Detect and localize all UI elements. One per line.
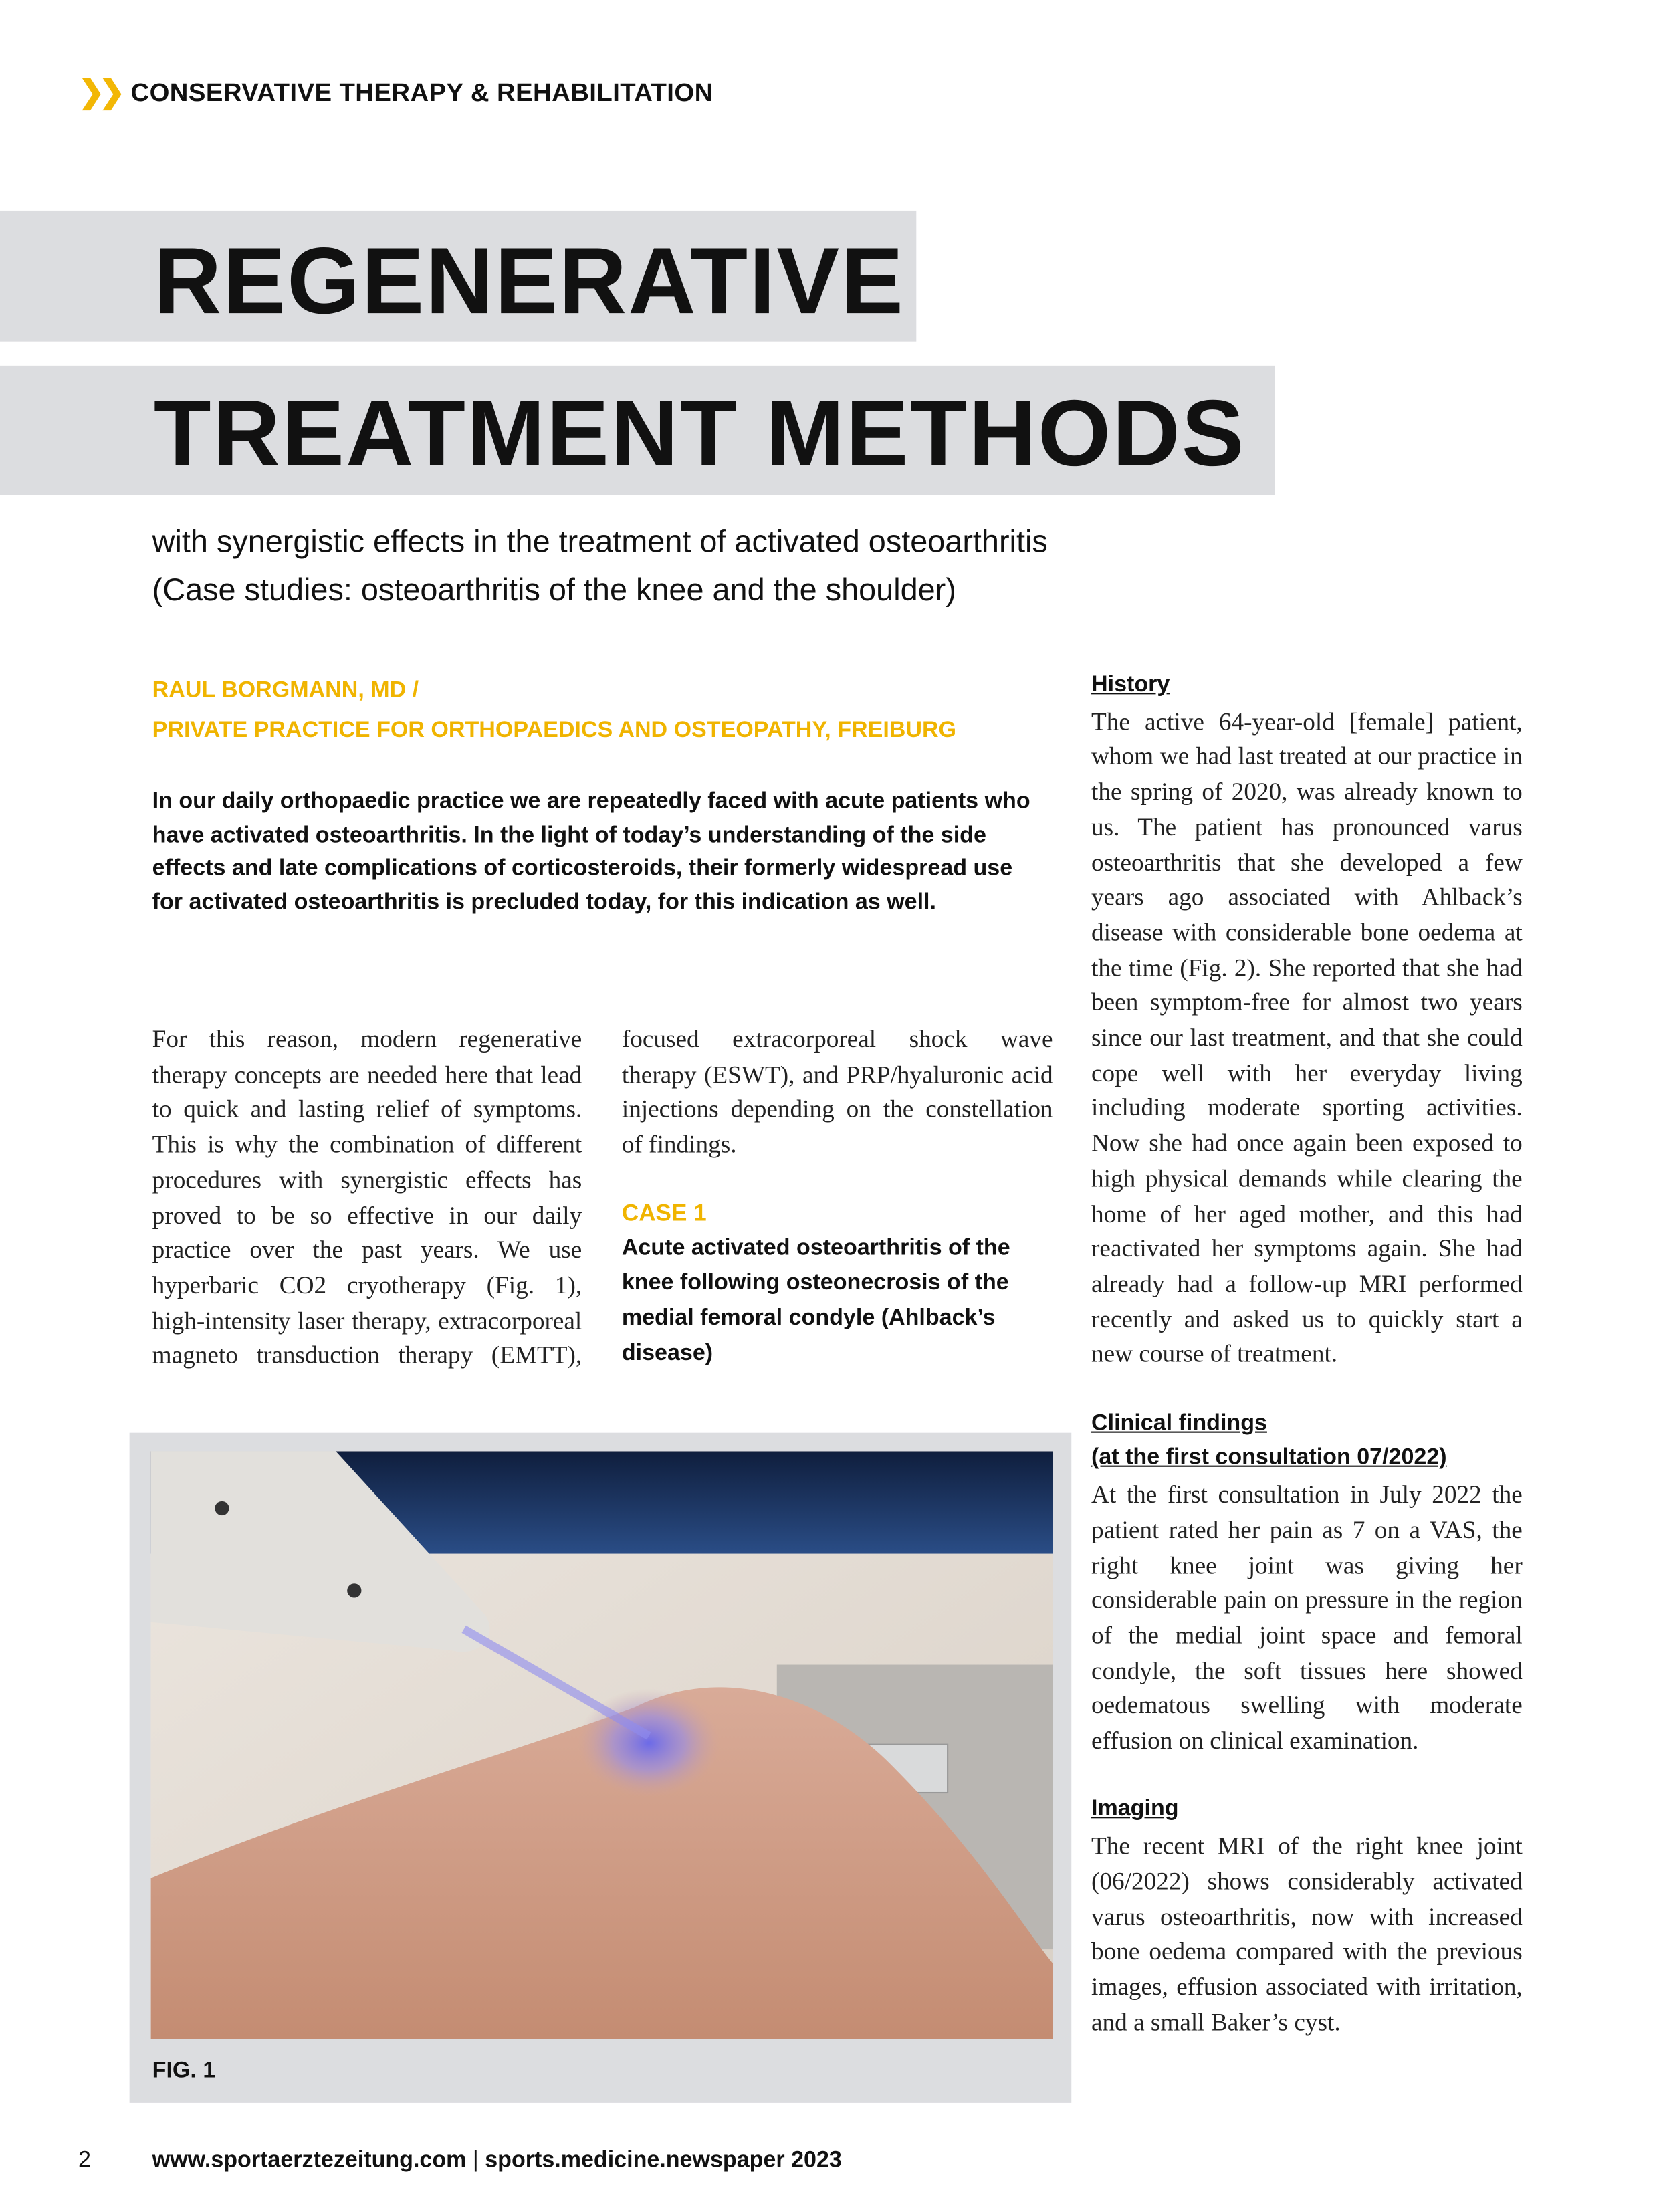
- body-column-1: [152, 1022, 582, 1373]
- case-label: CASE 1: [621, 1200, 707, 1226]
- title-line-1: REGENERATIVE: [153, 227, 905, 333]
- figure-label: FIG. 1: [152, 2058, 216, 2084]
- body-column-2: [622, 1022, 1053, 1372]
- figure-1: [130, 1433, 1072, 2103]
- section-header: [78, 74, 713, 111]
- imaging-text: The recent MRI of the right knee joint (06/2022) shows considerably activated varus osteoarthritis, now with increased bone oedema compared with the previous images, effusion associated with irritation, and a small Baker’s cyst.: [1091, 1831, 1523, 2036]
- author-block: [152, 671, 956, 751]
- author-affiliation: PRIVATE PRACTICE FOR ORTHOPAEDICS AND OSTEOPATHY, FREIBURG: [152, 718, 957, 743]
- history-heading: History: [1091, 673, 1170, 697]
- abstract: In our daily orthopaedic practice we are repeatedly faced with acute patients who have activated osteoarthritis. In the light of today’s understanding of the side effects and late complications of corticosteroids, their formerly widespread use for activated osteoarthritis is precluded today, for this indication as well.: [152, 789, 1030, 915]
- intro-paragraph-continued: [622, 1022, 1053, 1162]
- body-column-3: [1091, 669, 1523, 2039]
- footer-credit: [152, 2148, 842, 2174]
- page-number: 2: [78, 2148, 91, 2173]
- history-text: The active 64-year-old [female] patient, whom we had last treated at our practice in the spring of 2020, was already known to us. The patient has pronounced varus osteoarthritis that she developed a few years ago associated with Ahlback’s disease with considerable bone oedema at the time (Fig. 2). She reported that she had been symptom-free for almost two years since our last treatment, and that she could cope well with her everyday living including moderate sporting activities. Now she had once again been exposed to high physical demands while clearing the home of her aged mother, and this had reactivated her symptoms again. She had already had a follow-up MRI performed recently and asked us to quickly start a new course of treatment.: [1091, 706, 1523, 1368]
- intro-paragraph: For this reason, modern regenerative therapy concepts are needed here that lead to quick and lasting relief of symptoms. This is why the combination of different procedures with synergistic effects has proved to be so effective in our daily practice over the past years. We use hyperbaric CO2 cryotherapy (Fig. 1), high-intensity laser therapy, extracorporeal magneto transduction therapy (EMTT),: [152, 1024, 582, 1369]
- laser-knee-photo: [151, 1451, 1053, 2039]
- title-band-2: [0, 366, 1275, 495]
- figure-photo: [151, 1451, 1053, 2039]
- title-band-1: [0, 211, 916, 342]
- imaging-heading: Imaging: [1091, 1797, 1179, 1822]
- footer-separator: |: [466, 2148, 485, 2173]
- subtitle-line-2: (Case studies: osteoarthritis of the knee and the shoulder): [152, 572, 956, 608]
- double-chevron-right-icon: ❯❯: [78, 74, 120, 110]
- section-label: CONSERVATIVE THERAPY & REHABILITATION: [130, 77, 713, 106]
- clinical-findings-text: At the first consultation in July 2022 the patient rated her pain as 7 on a VAS, the right knee joint was giving her considerable pain on pressure in the region of the medial joint space and femoral condyle, the soft tissues here showed oedematous swelling with moderate effusion on clinical examination.: [1091, 1480, 1523, 1755]
- clinical-findings-heading-2: (at the first consultation 07/2022): [1091, 1446, 1447, 1470]
- subtitle-line-1: with synergistic effects in the treatment of activated osteoarthritis: [152, 524, 1048, 560]
- subtitle: [152, 518, 1048, 615]
- title-line-2: TREATMENT METHODS: [153, 380, 1246, 485]
- clinical-findings-heading-1: Clinical findings: [1091, 1411, 1267, 1436]
- intro-paragraph-text: focused extracorporeal shock wave therapy (ESWT), and PRP/hyaluronic acid injections depending on the constellation of findings.: [621, 1024, 1053, 1159]
- footer-url[interactable]: www.sportaerztezeitung.com: [152, 2148, 467, 2173]
- case-title: Acute activated osteoarthritis of the knee following osteonecrosis of the medial femoral condyle (Ahlback’s disease): [621, 1235, 1010, 1365]
- author-name: RAUL BORGMANN, MD /: [152, 678, 419, 703]
- footer-publication: sports.medicine.newspaper 2023: [485, 2148, 842, 2173]
